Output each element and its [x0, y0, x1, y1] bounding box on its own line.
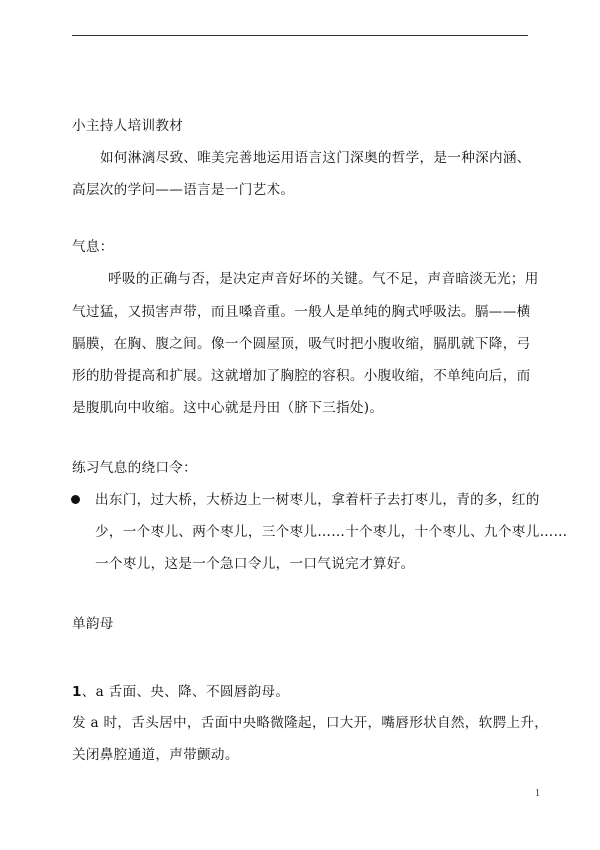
breath-paragraph-line: 气过猛，又损害声带，而且嗓音重。一般人是单纯的胸式呼吸法。膈——横	[72, 304, 531, 320]
vowel-item-text: 、a 舌面、央、降、不圆唇韵母。	[81, 684, 290, 700]
breath-paragraph-line: 形的肋骨提高和扩展。这就增加了胸腔的容积。小腹收缩，不单纯向后，而	[72, 368, 531, 384]
breath-heading: 气息：	[72, 239, 114, 255]
vowel-item-1	[72, 682, 542, 702]
page-number: 1	[535, 788, 540, 799]
vowel-desc-line-2: 关闭鼻腔通道，声带颤动。	[72, 747, 239, 763]
bullet-dot-icon	[71, 495, 80, 504]
header-rule	[72, 35, 528, 36]
breath-paragraph-line: 是腹肌向中收缩。这中心就是丹田（脐下三指处)。	[72, 400, 384, 416]
intro-line-2: 高层次的学问——语言是一门艺术。	[72, 182, 295, 198]
tongue-twister-line: 一个枣儿，这是一个急口令儿，一口气说完才算好。	[95, 556, 415, 572]
intro-line-1: 如何淋漓尽致、唯美完善地运用语言这门深奥的哲学，是一种深内涵、	[100, 150, 531, 166]
vowel-item-number: 1	[72, 684, 82, 700]
vowel-desc-line-1: 发 a 时，舌头居中，舌面中央略微隆起，口大开，嘴唇形状自然，软腭上升，	[72, 715, 549, 731]
breath-paragraph-line: 膈膜，在胸、腹之间。像一个圆屋顶，吸气时把小腹收缩，膈肌就下降，弓	[72, 336, 531, 352]
vowels-heading: 单韵母	[72, 616, 114, 632]
tongue-twister-heading: 练习气息的绕口令：	[72, 460, 198, 476]
document-title: 小主持人培训教材	[72, 118, 184, 134]
tongue-twister-line: 少，一个枣儿、两个枣儿，三个枣儿……十个枣儿，十个枣儿、九个枣儿……	[95, 524, 568, 540]
tongue-twister-line: 出东门，过大桥，大桥边上一树枣儿，拿着杆子去打枣儿，青的多，红的	[95, 492, 540, 508]
breath-paragraph-line: 呼吸的正确与否，是决定声音好坏的关键。气不足，声音暗淡无光；用	[108, 271, 539, 287]
